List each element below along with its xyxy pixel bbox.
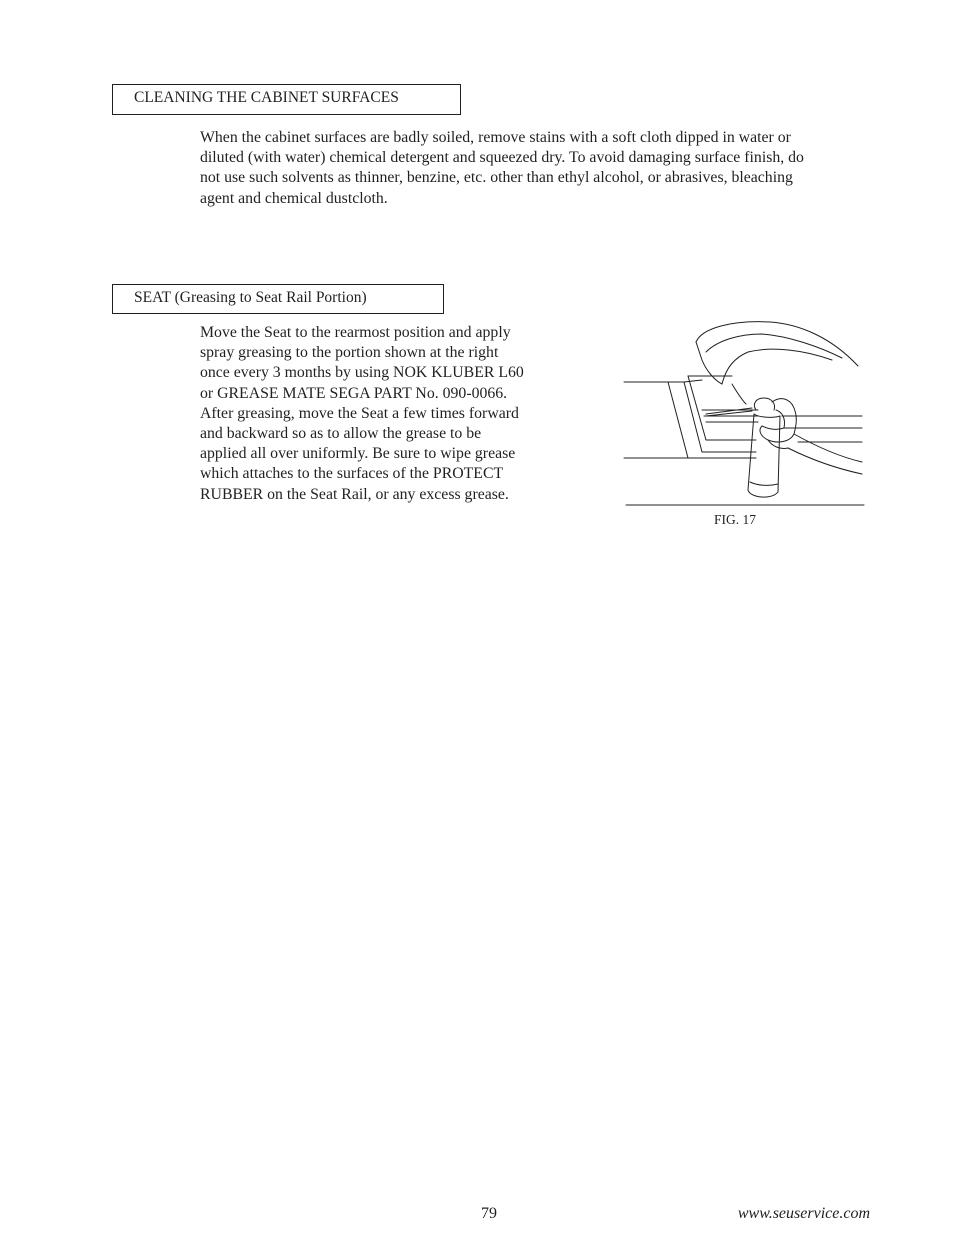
page-number: 79 [481,1205,497,1222]
paragraph-line: once every 3 months by using NOK KLUBER L60 [200,364,524,382]
paragraph-line: and backward so as to allow the grease to be [200,425,482,443]
paragraph-line: Move the Seat to the rearmost position and apply [200,324,511,341]
paragraph-line: After greasing, move the Seat a few times forward [200,404,519,422]
paragraph-line: which attaches to the surfaces of the PROTECT [200,465,504,483]
paragraph-line: agent and chemical dustcloth. [200,189,388,207]
seat-shell [696,322,858,404]
section-heading-seat-label: SEAT (Greasing to Seat Rail Portion) [134,289,367,306]
seat-rail-greasing-illustration [622,318,866,508]
website-url[interactable]: www.seuservice.com [737,1205,870,1222]
paragraph-line: spray greasing to the portion shown at the right [200,344,499,362]
paragraph-line: RUBBER on the Seat Rail, or any excess grease. [200,485,509,503]
paragraph-line: diluted (with water) chemical detergent and squeezed dry. To avoid damaging surface finish, do [200,149,804,167]
figure-caption: FIG. 17 [714,512,757,527]
section-heading-cleaning-label: CLEANING THE CABINET SURFACES [134,89,399,106]
paragraph-line: applied all over uniformly. Be sure to wipe grease [200,445,516,463]
seat-paragraph [200,323,570,505]
section-heading-seat [112,284,444,314]
paragraph-line: not use such solvents as thinner, benzine, etc. other than ethyl alcohol, or abrasives, bleaching [200,169,793,187]
section-heading-cleaning [112,84,461,115]
spray-can [748,398,780,497]
spray-nozzle [706,408,752,416]
hand [760,399,862,474]
paragraph-line: or GREASE MATE SEGA PART No. 090-0066. [200,384,508,402]
paragraph-line: When the cabinet surfaces are badly soiled, remove stains with a soft cloth dipped in water or [200,129,791,146]
cleaning-paragraph [200,128,880,209]
